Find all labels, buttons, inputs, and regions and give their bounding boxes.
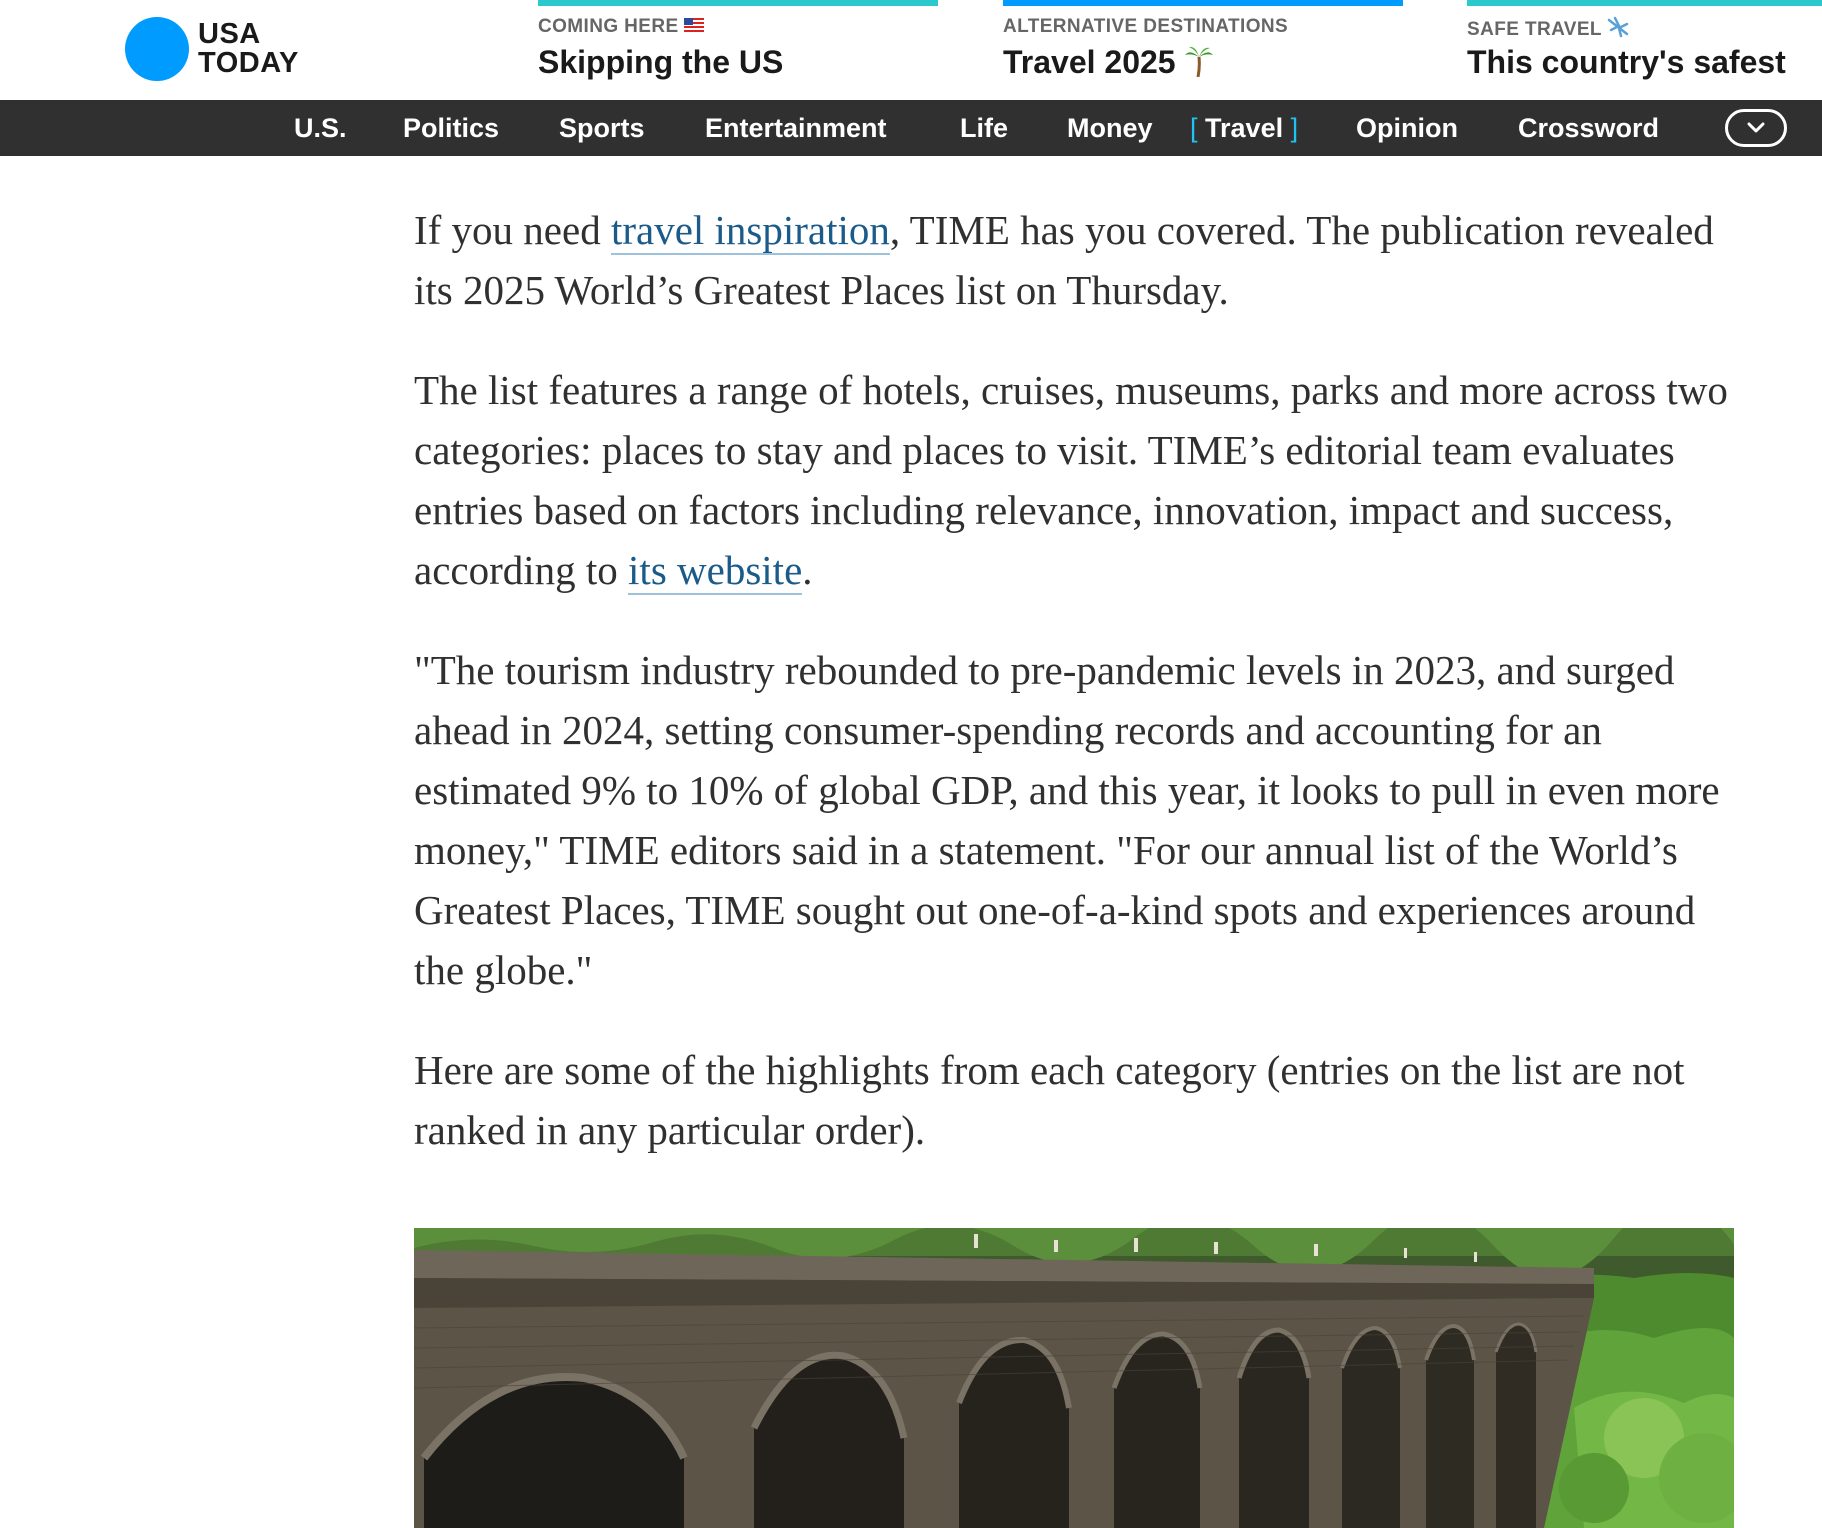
logo-circle-icon bbox=[125, 17, 189, 81]
promo-alternative-destinations[interactable] bbox=[1003, 0, 1403, 100]
promo-kicker-text: COMING HERE bbox=[538, 16, 679, 37]
article-paragraph-3: "The tourism industry rebounded to pre-pandemic levels in 2023, and surged ahead in 2024, setting consumer-spending records and accounting for an estimated 9% to 10% of global GDP, and this year, it looks to pull in even more money," TIME editors said in a statement. "For our annual list of the World’s Greatest Places, TIME sought out one-of-a-kind spots and experiences around the globe." bbox=[414, 647, 1720, 993]
promo-accent-bar bbox=[1003, 0, 1403, 6]
nav-active-bracket-open: [ bbox=[1190, 113, 1198, 143]
nav-active-bracket-close: ] bbox=[1290, 113, 1299, 143]
nav-item-politics[interactable]: Politics bbox=[403, 113, 500, 143]
paragraph-text: The list features a range of hotels, cruises, museums, parks and more across two categories: places to stay and places to visit. TIME’s editorial team evaluates entries based on factors including relevance, innovation, impact and success, according to bbox=[414, 367, 1728, 593]
usa-today-logo[interactable] bbox=[125, 16, 299, 82]
promo-headline: Skipping the US bbox=[538, 44, 784, 80]
paragraph-text: , TIME has you covered. The publication revealed its 2025 World’s Greatest Places list on Thursday. bbox=[414, 207, 1714, 313]
airplane-icon bbox=[1607, 19, 1629, 40]
logo-line-1: USA bbox=[198, 18, 261, 50]
promo-coming-here[interactable] bbox=[538, 0, 938, 100]
its-website-link[interactable]: its website bbox=[628, 547, 803, 593]
travel-inspiration-link[interactable]: travel inspiration bbox=[610, 207, 890, 253]
nav-more-button[interactable] bbox=[1725, 109, 1787, 147]
promo-accent-bar bbox=[538, 0, 938, 6]
chevron-down-icon bbox=[1746, 121, 1766, 135]
promo-headline: This country's safest bbox=[1467, 44, 1786, 80]
promo-headline-text: Travel 2025 bbox=[1003, 44, 1176, 80]
nav-item-opinion[interactable]: Opinion bbox=[1356, 113, 1458, 143]
us-flag-icon bbox=[684, 16, 704, 37]
main-nav bbox=[0, 100, 1822, 156]
promo-accent-bar bbox=[1467, 0, 1822, 6]
nav-item-life[interactable]: Life bbox=[960, 113, 1009, 143]
promo-kicker bbox=[538, 16, 704, 38]
nav-item-travel-label: Travel bbox=[1205, 113, 1284, 143]
promo-kicker bbox=[1467, 16, 1629, 41]
nav-item-sports[interactable]: Sports bbox=[559, 113, 645, 143]
stone-arch-bridge-photo bbox=[414, 1228, 1734, 1528]
nav-item-crossword[interactable]: Crossword bbox=[1518, 113, 1660, 143]
paragraph-text: . bbox=[802, 547, 813, 593]
logo-wordmark bbox=[198, 20, 299, 78]
nav-item-us[interactable]: U.S. bbox=[294, 113, 347, 143]
nav-item-money[interactable]: Money bbox=[1067, 113, 1153, 143]
logo-line-2: TODAY bbox=[198, 47, 299, 79]
promo-kicker: ALTERNATIVE DESTINATIONS bbox=[1003, 16, 1289, 37]
promo-headline bbox=[1003, 44, 1214, 81]
palm-tree-icon bbox=[1184, 44, 1214, 80]
promo-safe-travel[interactable] bbox=[1467, 0, 1822, 100]
nav-item-entertainment[interactable]: Entertainment bbox=[705, 113, 887, 143]
site-header bbox=[0, 0, 1822, 100]
promo-kicker-text: SAFE TRAVEL bbox=[1467, 19, 1602, 40]
nav-item-travel[interactable] bbox=[1190, 100, 1298, 156]
paragraph-text: If you need bbox=[414, 207, 611, 253]
article-paragraph-2 bbox=[414, 360, 1744, 600]
article-paragraph-1 bbox=[414, 200, 1744, 320]
article-body bbox=[414, 200, 1744, 1200]
article-paragraph-4: Here are some of the highlights from each category (entries on the list are not ranked in any particular order). bbox=[414, 1047, 1685, 1153]
